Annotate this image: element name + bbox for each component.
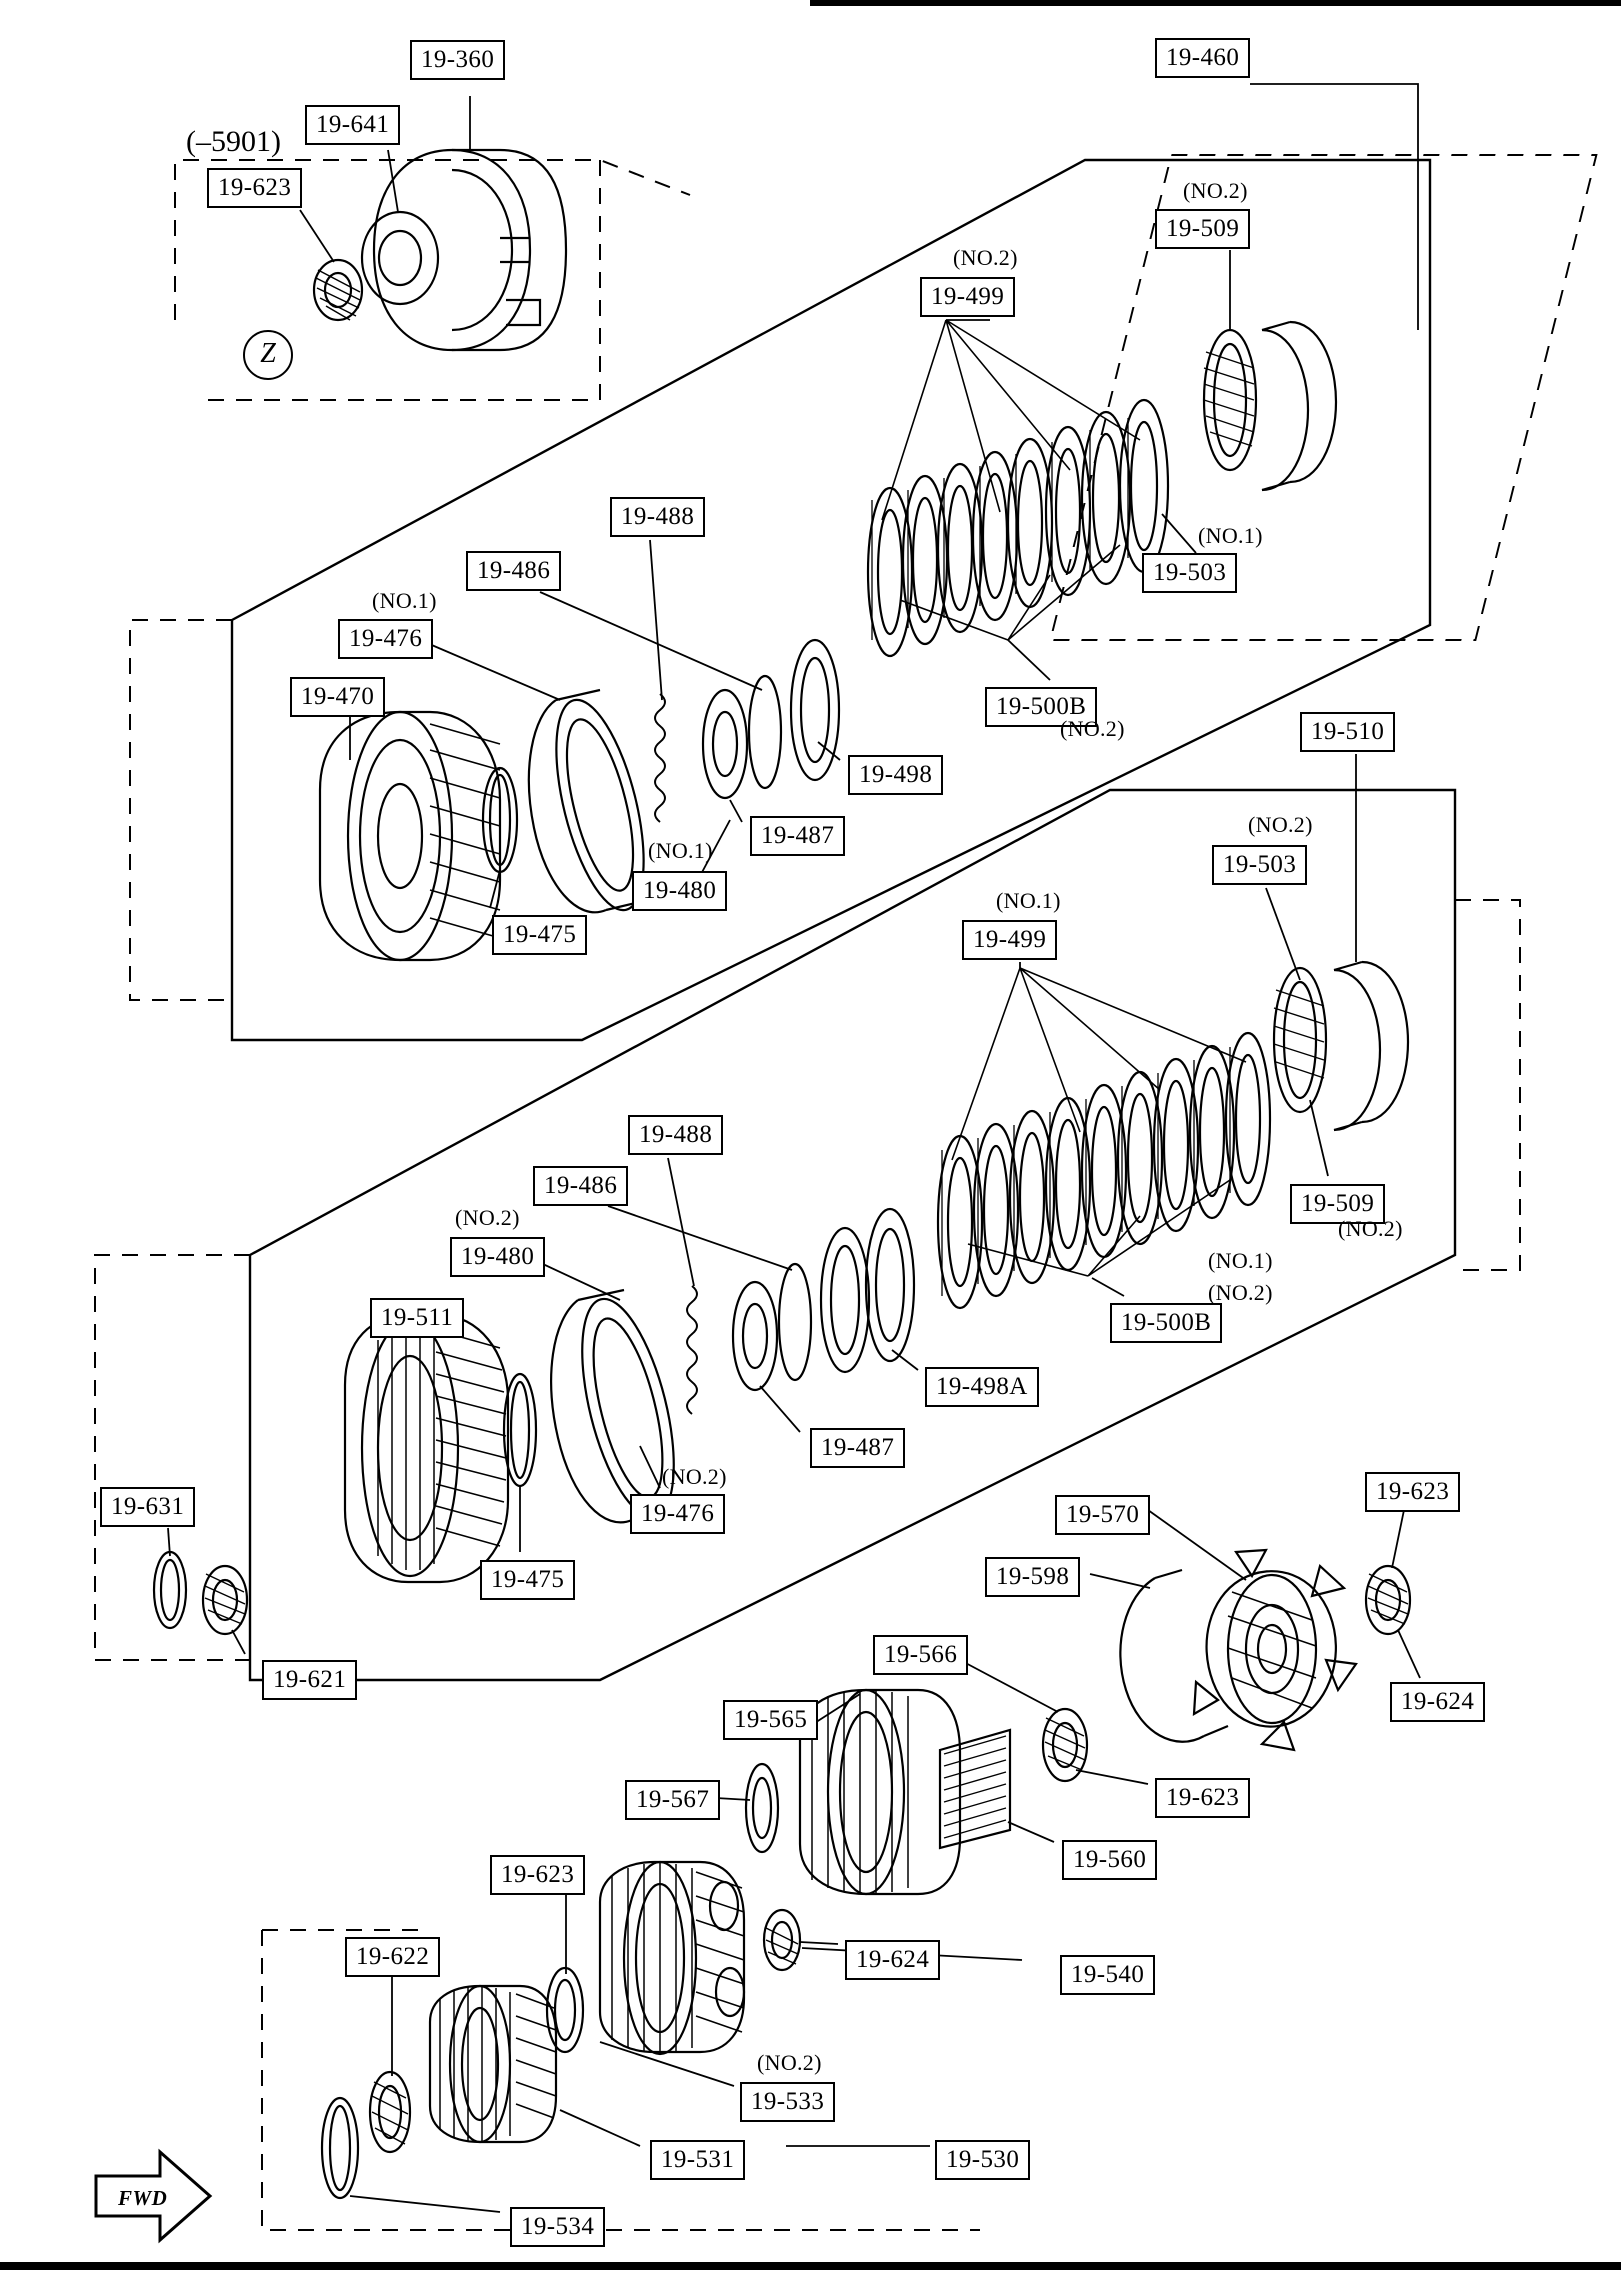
part-callout[interactable]: 19-498A bbox=[925, 1367, 1039, 1407]
part-callout[interactable]: 19-360 bbox=[410, 40, 505, 80]
part-callout[interactable]: 19-566 bbox=[873, 1635, 968, 1675]
part-callout[interactable]: 19-565 bbox=[723, 1700, 818, 1740]
qualifier-note: (NO.2) bbox=[1060, 716, 1125, 741]
part-callout[interactable]: 19-488 bbox=[628, 1115, 723, 1155]
part-callout[interactable]: 19-598 bbox=[985, 1557, 1080, 1597]
part-callout[interactable]: 19-498 bbox=[848, 755, 943, 795]
part-callout[interactable]: 19-622 bbox=[345, 1937, 440, 1977]
part-callout[interactable]: 19-641 bbox=[305, 105, 400, 145]
part-callout[interactable]: 19-476 bbox=[338, 619, 433, 659]
part-callout[interactable]: 19-487 bbox=[750, 816, 845, 856]
part-callout[interactable]: 19-623 bbox=[207, 168, 302, 208]
part-callout[interactable]: 19-509 bbox=[1155, 209, 1250, 249]
part-callout[interactable]: 19-624 bbox=[1390, 1682, 1485, 1722]
fwd-label: FWD bbox=[118, 2186, 168, 2210]
qualifier-note: (NO.1) bbox=[648, 838, 713, 863]
part-callout[interactable]: 19-470 bbox=[290, 677, 385, 717]
qualifier-note: (NO.1) bbox=[1198, 523, 1263, 548]
part-callout[interactable]: 19-475 bbox=[492, 915, 587, 955]
part-callout[interactable]: 19-486 bbox=[466, 551, 561, 591]
part-callout[interactable]: 19-631 bbox=[100, 1487, 195, 1527]
part-callout[interactable]: 19-509 bbox=[1290, 1184, 1385, 1224]
part-callout[interactable]: 19-534 bbox=[510, 2207, 605, 2247]
qualifier-note: (NO.2) bbox=[1338, 1216, 1403, 1241]
part-callout[interactable]: 19-503 bbox=[1142, 553, 1237, 593]
qualifier-note: (NO.1) bbox=[1208, 1248, 1273, 1273]
part-callout[interactable]: 19-476 bbox=[630, 1494, 725, 1534]
part-callout[interactable]: 19-567 bbox=[625, 1780, 720, 1820]
part-callout[interactable]: 19-499 bbox=[962, 920, 1057, 960]
part-callout[interactable]: 19-621 bbox=[262, 1660, 357, 1700]
part-callout[interactable]: 19-533 bbox=[740, 2082, 835, 2122]
part-callout[interactable]: 19-510 bbox=[1300, 712, 1395, 752]
qualifier-note: (NO.2) bbox=[1183, 178, 1248, 203]
qualifier-note: (NO.1) bbox=[996, 888, 1061, 913]
qualifier-note: (NO.2) bbox=[1208, 1280, 1273, 1305]
part-callout[interactable]: 19-475 bbox=[480, 1560, 575, 1600]
qualifier-note: (NO.2) bbox=[757, 2050, 822, 2075]
part-callout[interactable]: 19-530 bbox=[935, 2140, 1030, 2180]
qualifier-note: (NO.2) bbox=[953, 245, 1018, 270]
part-callout[interactable]: 19-500B bbox=[985, 687, 1097, 727]
part-callout[interactable]: 19-623 bbox=[1155, 1778, 1250, 1818]
part-callout[interactable]: 19-480 bbox=[450, 1237, 545, 1277]
part-callout[interactable]: 19-570 bbox=[1055, 1495, 1150, 1535]
part-callout[interactable]: 19-499 bbox=[920, 277, 1015, 317]
qualifier-note: (NO.2) bbox=[455, 1205, 520, 1230]
part-callout[interactable]: 19-560 bbox=[1062, 1840, 1157, 1880]
part-callout[interactable]: 19-488 bbox=[610, 497, 705, 537]
qualifier-note: (NO.1) bbox=[372, 588, 437, 613]
date-note: (–5901) bbox=[186, 125, 281, 158]
z-mark: Z bbox=[243, 330, 293, 380]
part-callout[interactable]: 19-531 bbox=[650, 2140, 745, 2180]
qualifier-note: (NO.2) bbox=[662, 1464, 727, 1489]
part-callout[interactable]: 19-624 bbox=[845, 1940, 940, 1980]
part-callout[interactable]: 19-480 bbox=[632, 871, 727, 911]
part-callout[interactable]: 19-503 bbox=[1212, 845, 1307, 885]
part-callout[interactable]: 19-540 bbox=[1060, 1955, 1155, 1995]
part-callout[interactable]: 19-460 bbox=[1155, 38, 1250, 78]
part-callout[interactable]: 19-511 bbox=[370, 1298, 464, 1338]
part-callout[interactable]: 19-486 bbox=[533, 1166, 628, 1206]
qualifier-note: (NO.2) bbox=[1248, 812, 1313, 837]
part-callout[interactable]: 19-623 bbox=[490, 1855, 585, 1895]
part-callout[interactable]: 19-487 bbox=[810, 1428, 905, 1468]
part-callout[interactable]: 19-500B bbox=[1110, 1303, 1222, 1343]
part-callout[interactable]: 19-623 bbox=[1365, 1472, 1460, 1512]
